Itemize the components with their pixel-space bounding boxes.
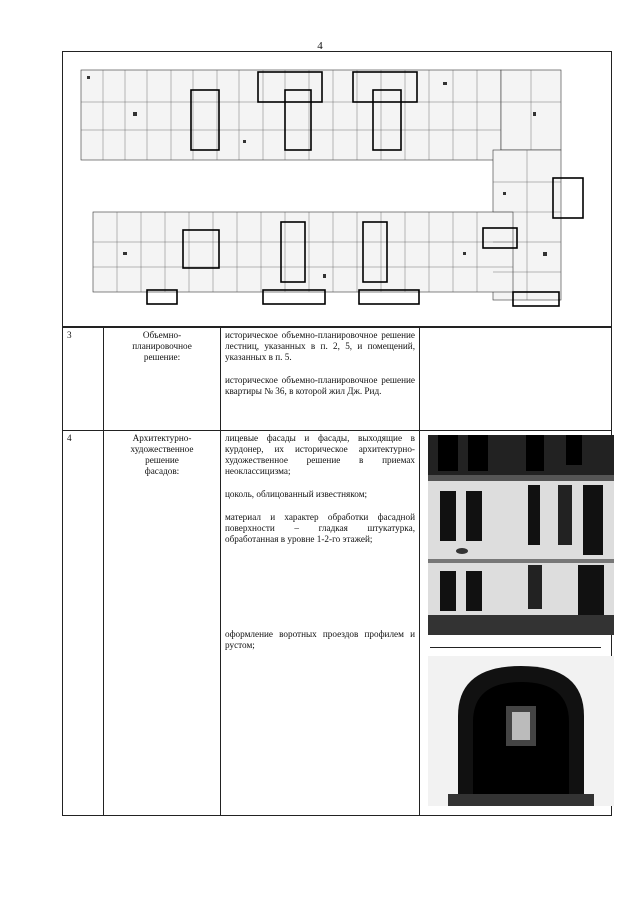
row-name: Архитектурно- художественное решение фасадов: (104, 431, 221, 816)
desc-paragraph: материал и характер обработки фасадной поверхности – гладкая штукатурка, обработанная в уровне 1-2-го этажей; (225, 512, 415, 544)
floor-plan-svg (63, 52, 611, 326)
row-image-cell (420, 431, 612, 816)
row-description (221, 328, 420, 431)
heritage-table (62, 327, 612, 816)
desc-paragraph: историческое объемно-планировочное решение квартиры № 36, в которой жил Дж. Рид. (225, 375, 415, 396)
table-row (63, 431, 612, 816)
page-number: 4 (317, 40, 323, 52)
row-description (221, 431, 420, 816)
archway-photo (428, 656, 614, 806)
desc-paragraph: лицевые фасады и фасады, выходящие в курдонер, их историческое архитектурно-художественное решение в приемах неоклассицизма; (225, 433, 415, 476)
desc-paragraph: оформление воротных проездов профилем и рустом; (225, 629, 415, 650)
facade-photo (428, 435, 614, 635)
row-number: 4 (63, 431, 104, 816)
row-image-cell (420, 328, 612, 431)
row-number: 3 (63, 328, 104, 431)
floor-plan-drawing (62, 51, 612, 327)
desc-paragraph: цоколь, облицованный известняком; (225, 489, 368, 499)
desc-paragraph: историческое объемно-планировочное решение лестниц, указанных в п. 2, 5, и помещений, указанных в п. 5. (225, 330, 415, 362)
row-name: Объемно- планировочное решение: (104, 328, 221, 431)
table-row (63, 328, 612, 431)
